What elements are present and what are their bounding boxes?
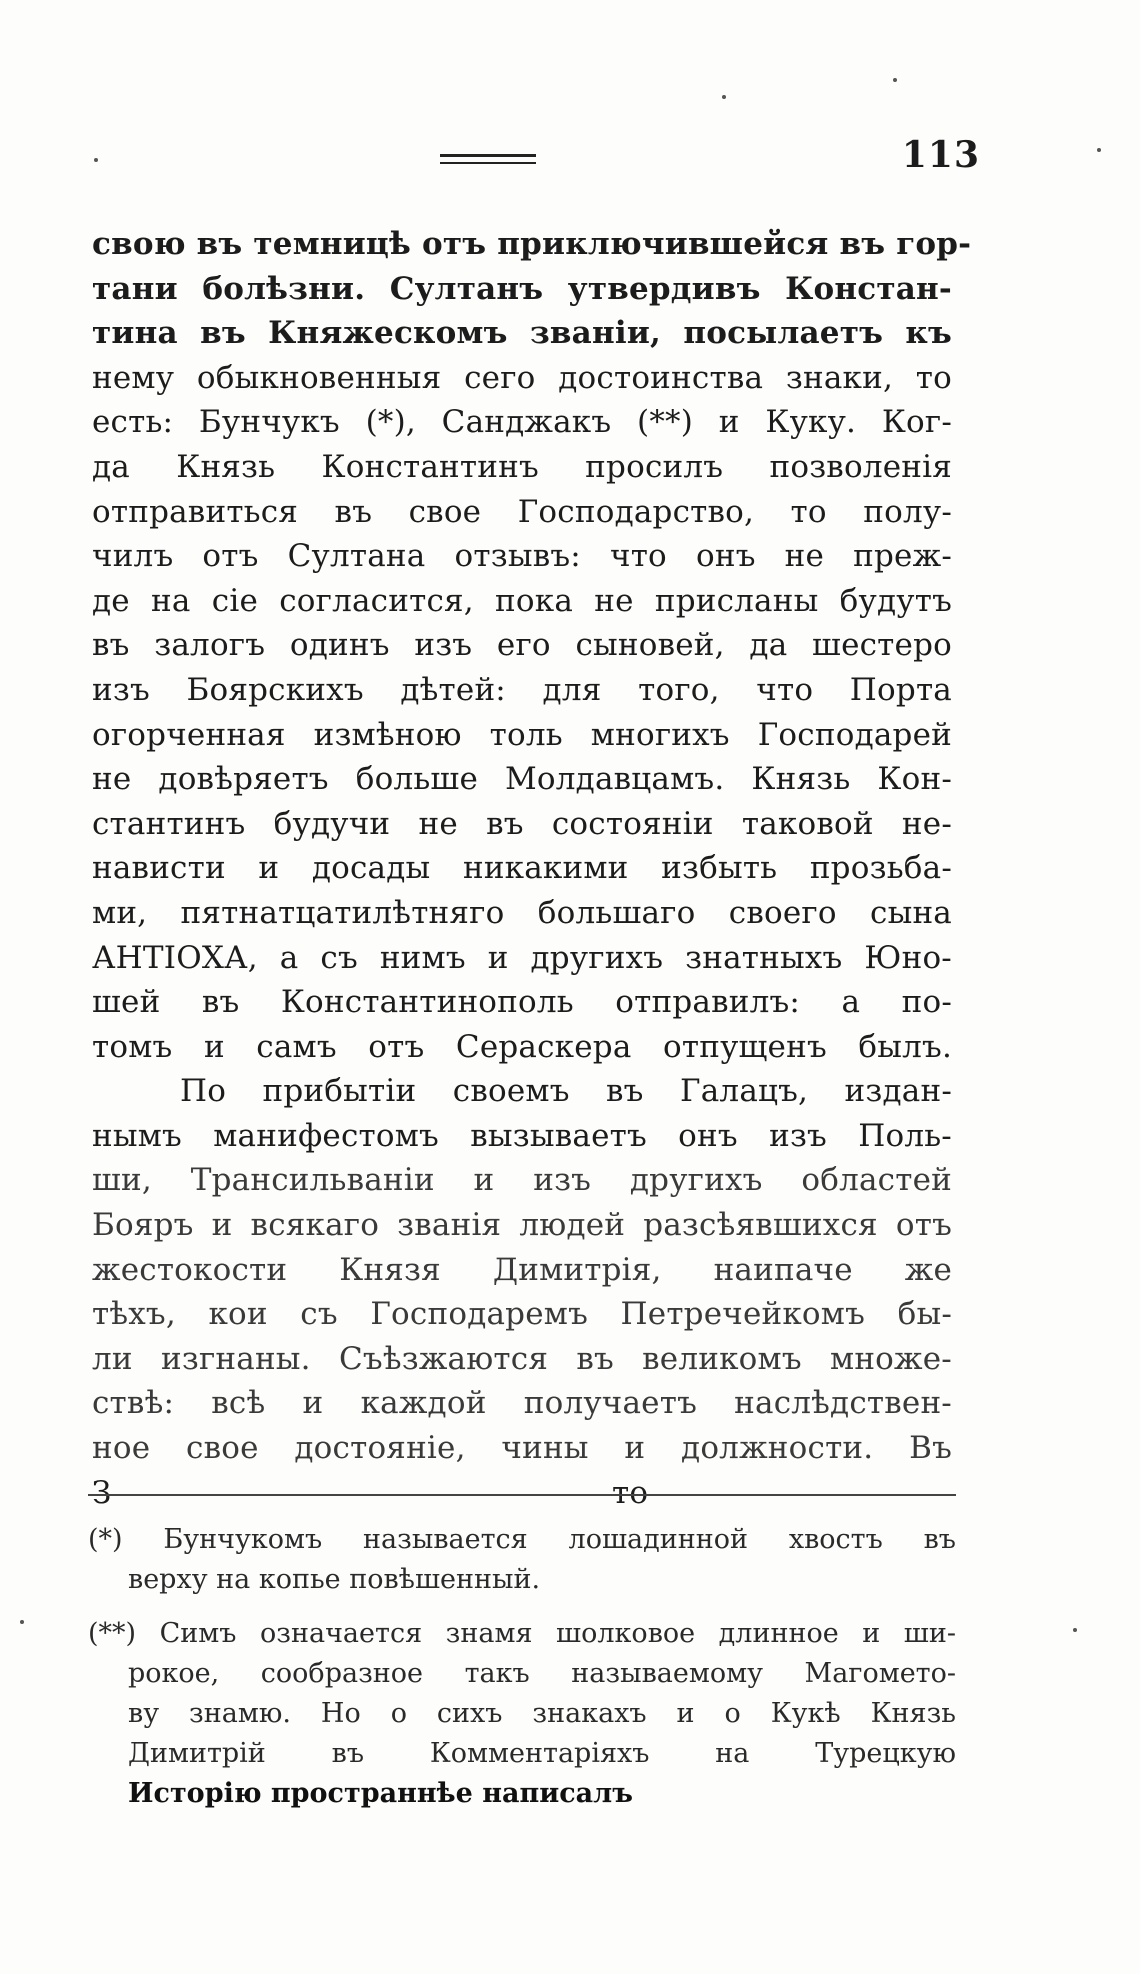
text-line: не довѣряетъ больше Молдавцамъ. Князь Кон- xyxy=(92,761,952,798)
print-speck xyxy=(1073,1628,1077,1632)
text-line: тѣхъ, кои съ Господаремъ Петречейкомъ бы- xyxy=(92,1296,952,1333)
footnote-line: (*) Бунчукомъ называется лошадинной хвостъ въ xyxy=(88,1524,956,1555)
footnote xyxy=(88,1614,956,1814)
page-header xyxy=(90,134,990,180)
text-line: стантинъ будучи не въ состояніи таковой не- xyxy=(92,805,952,842)
print-speck xyxy=(20,1620,24,1624)
text-line: нему обыкновенныя сего достоинства знаки, то xyxy=(92,359,952,396)
text-line: въ залогъ одинъ изъ его сыновей, да шестеро xyxy=(92,627,952,664)
text-line: ли изгнаны. Съѣзжаются въ великомъ множе- xyxy=(92,1340,952,1377)
footnote-separator xyxy=(88,1494,956,1496)
print-speck xyxy=(893,78,897,82)
footnote-line: (**) Симъ означается знамя шолковое длинное и ши- xyxy=(88,1618,956,1649)
text-line: изъ Боярскихъ дѣтей: для того, что Порта xyxy=(92,671,952,708)
signature-mark: З xyxy=(92,1474,112,1511)
paragraph-first-line: По прибытіи своемъ въ Галацъ, издан- xyxy=(180,1073,952,1110)
text-line: есть: Бунчукъ (*), Санджакъ (**) и Куку. Ког- xyxy=(92,404,952,441)
text-line: тани болѣзни. Султанъ утвердивъ Констан- xyxy=(92,270,952,307)
footnote-line: верху на копье повѣшенный. xyxy=(128,1564,541,1595)
text-line: нависти и досады никакими избыть прозьба- xyxy=(92,850,952,887)
text-line: нымъ манифестомъ вызываетъ онъ изъ Поль- xyxy=(92,1117,952,1154)
text-line: ши, Трансильваніи и изъ другихъ областей xyxy=(92,1162,952,1199)
signature-line xyxy=(92,1471,952,1516)
header-ornament-rule xyxy=(440,154,536,157)
main-text xyxy=(92,222,972,1515)
text-line: огорченная измѣною толь многихъ Господарей xyxy=(92,716,952,753)
footnote-line: ву знамю. Но о сихъ знакахъ и о Кукѣ Князь xyxy=(128,1698,956,1729)
text-line: томъ и самъ отъ Сераскера отпущенъ былъ. xyxy=(92,1028,952,1065)
footnote-line: Димитрій въ Комментаріяхъ на Турецкую xyxy=(128,1738,956,1769)
catchword: то xyxy=(612,1474,649,1511)
text-line: ми, пятнатцатилѣтняго большаго своего сына xyxy=(92,894,952,931)
text-line: ное свое достояніе, чины и должности. Въ xyxy=(92,1430,952,1467)
text-line: шей въ Констaнтинополь отправилъ: а по- xyxy=(92,984,952,1021)
text-line: Бояръ и всякаго званія людей разсѣявшихся отъ xyxy=(92,1207,952,1244)
text-line: отправиться въ свое Господарство, то полу- xyxy=(92,493,952,530)
text-line: тина въ Княжескомъ званіи, посылаетъ къ xyxy=(92,315,952,352)
text-line: свою въ темницѣ отъ приключившейся въ гор- xyxy=(92,226,972,262)
text-line: да Князь Константинъ просилъ позволенія xyxy=(92,448,952,485)
header-ornament-rule-lower xyxy=(440,162,536,164)
footnote-line: Исторію пространнѣе написалъ xyxy=(128,1778,633,1809)
page-number: 113 xyxy=(901,134,980,176)
text-line: де на сіе согласится, пока не присланы будутъ xyxy=(92,582,952,619)
footnote-line: рокое, сообразное такъ называемому Магомето- xyxy=(128,1658,956,1689)
text-line: жестокости Князя Димитрія, наипаче же xyxy=(92,1251,952,1288)
print-speck xyxy=(722,95,726,99)
text-line: АНТІОХА, а съ нимъ и другихъ знатныхъ Юно- xyxy=(92,939,952,976)
footnotes xyxy=(88,1520,956,1828)
text-line: ствѣ: всѣ и каждой получаетъ наслѣдствен- xyxy=(92,1385,952,1422)
print-speck xyxy=(94,158,98,162)
print-speck xyxy=(1097,148,1101,152)
text-line: чилъ отъ Султана отзывъ: что онъ не преж- xyxy=(92,538,952,575)
footnote xyxy=(88,1520,956,1600)
